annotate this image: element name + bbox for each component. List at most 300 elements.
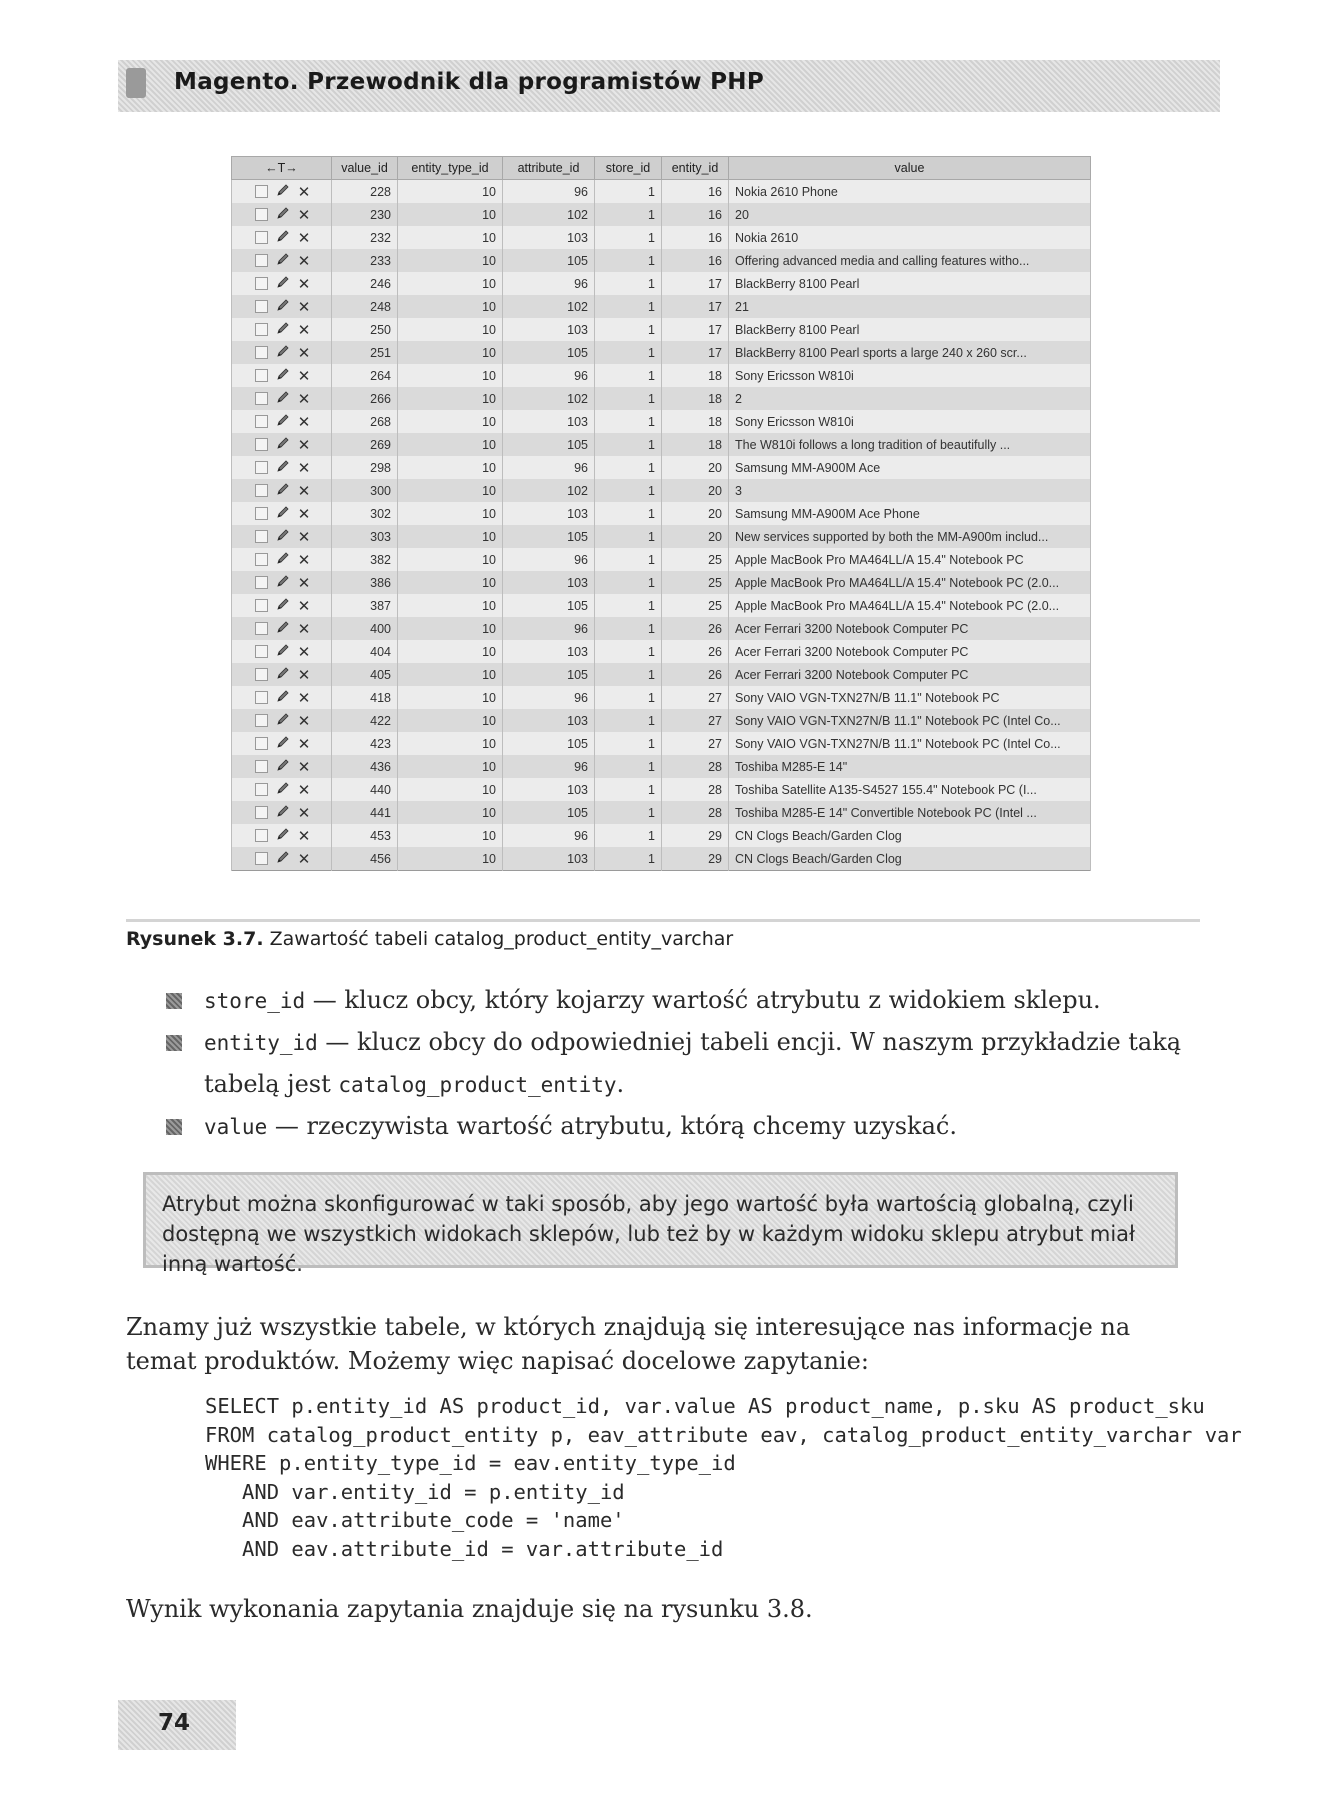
cell-value: Samsung MM-A900M Ace [729,456,1091,479]
cell-value: Apple MacBook Pro MA464LL/A 15.4" Notebook PC (2.0... [729,571,1091,594]
row-checkbox[interactable] [255,461,268,474]
cell-value-id: 233 [332,249,398,272]
table-row [232,364,1091,387]
delete-x-icon[interactable]: ✕ [297,320,311,339]
cell-store-id: 1 [595,341,662,364]
delete-x-icon[interactable]: ✕ [297,642,311,661]
cell-entity-id: 26 [662,663,729,686]
delete-x-icon[interactable]: ✕ [297,573,311,592]
cell-value: 3 [729,479,1091,502]
cell-value-id: 300 [332,479,398,502]
cell-value-id: 441 [332,801,398,824]
edit-pencil-icon[interactable] [276,689,290,706]
cell-entity-id: 16 [662,226,729,249]
table-row [232,410,1091,433]
cell-value: Acer Ferrari 3200 Notebook Computer PC [729,640,1091,663]
table-row [232,203,1091,226]
cell-value: Sony VAIO VGN-TXN27N/B 11.1" Notebook PC (Intel Co... [729,709,1091,732]
cell-attribute-id: 105 [503,732,595,755]
cell-entity-type-id: 10 [398,295,503,318]
cell-entity-id: 29 [662,847,729,871]
table-row [232,433,1091,456]
cell-value-id: 453 [332,824,398,847]
edit-pencil-icon[interactable] [276,436,290,453]
cell-attribute-id: 102 [503,295,595,318]
col-value[interactable]: value [729,157,1091,180]
cell-store-id: 1 [595,456,662,479]
delete-x-icon[interactable]: ✕ [297,274,311,293]
figure-caption [126,928,733,950]
catalog-varchar-table [231,156,1091,871]
edit-pencil-icon[interactable] [276,735,290,752]
row-checkbox[interactable] [255,484,268,497]
table-row [232,502,1091,525]
delete-x-icon[interactable]: ✕ [297,757,311,776]
cell-entity-id: 25 [662,571,729,594]
cell-store-id: 1 [595,617,662,640]
cell-entity-type-id: 10 [398,663,503,686]
delete-x-icon[interactable]: ✕ [297,803,311,822]
row-checkbox[interactable] [255,806,268,819]
row-checkbox[interactable] [255,737,268,750]
table-row [232,387,1091,410]
cell-store-id: 1 [595,778,662,801]
cell-entity-id: 27 [662,686,729,709]
bullet-square-icon [166,1119,182,1135]
row-controls [232,180,332,204]
col-entity-id[interactable]: entity_id [662,157,729,180]
sort-arrows-header[interactable]: ←T→ [232,157,332,180]
table-row [232,824,1091,847]
table-row [232,479,1091,502]
cell-value-id: 440 [332,778,398,801]
row-checkbox[interactable] [255,507,268,520]
cell-attribute-id: 96 [503,617,595,640]
cell-store-id: 1 [595,410,662,433]
cell-attribute-id: 103 [503,502,595,525]
table-row [232,755,1091,778]
row-controls [232,617,332,640]
cell-store-id: 1 [595,755,662,778]
row-checkbox[interactable] [255,438,268,451]
edit-pencil-icon[interactable] [276,804,290,821]
edit-pencil-icon[interactable] [276,344,290,361]
cell-entity-id: 20 [662,502,729,525]
delete-x-icon[interactable]: ✕ [297,711,311,730]
cell-value: New services supported by both the MM-A900m includ... [729,525,1091,548]
cell-entity-type-id: 10 [398,617,503,640]
row-controls [232,410,332,433]
edit-pencil-icon[interactable] [276,574,290,591]
edit-pencil-icon[interactable] [276,321,290,338]
cell-store-id: 1 [595,686,662,709]
row-checkbox[interactable] [255,829,268,842]
cell-entity-type-id: 10 [398,640,503,663]
cell-entity-type-id: 10 [398,272,503,295]
paragraph-intro: Znamy już wszystkie tabele, w których znajdują się interesujące nas informacje na temat produktów. Możemy więc napisać docelowe zapytanie: [126,1313,1131,1375]
row-checkbox[interactable] [255,783,268,796]
table-body [232,180,1091,871]
row-checkbox[interactable] [255,392,268,405]
delete-x-icon[interactable]: ✕ [297,550,311,569]
table-row [232,594,1091,617]
cell-store-id: 1 [595,548,662,571]
cell-value-id: 269 [332,433,398,456]
cell-entity-id: 17 [662,341,729,364]
row-checkbox[interactable] [255,323,268,336]
page-number-tab [118,1700,236,1750]
cell-value-id: 232 [332,226,398,249]
row-checkbox[interactable] [255,852,268,865]
cell-value: BlackBerry 8100 Pearl sports a large 240 x 260 scr... [729,341,1091,364]
row-checkbox[interactable] [255,599,268,612]
edit-pencil-icon[interactable] [276,620,290,637]
cell-attribute-id: 103 [503,778,595,801]
edit-pencil-icon[interactable] [276,827,290,844]
cell-entity-type-id: 10 [398,249,503,272]
delete-x-icon[interactable]: ✕ [297,366,311,385]
cell-entity-id: 17 [662,295,729,318]
row-controls [232,364,332,387]
cell-entity-id: 25 [662,594,729,617]
row-controls [232,341,332,364]
table-row [232,686,1091,709]
edit-pencil-icon[interactable] [276,850,290,867]
table-row [232,571,1091,594]
row-controls [232,387,332,410]
delete-x-icon[interactable]: ✕ [297,849,311,868]
caption-text: Zawartość tabeli catalog_product_entity_varchar [263,928,734,950]
row-checkbox[interactable] [255,277,268,290]
cell-attribute-id: 103 [503,226,595,249]
delete-x-icon[interactable]: ✕ [297,734,311,753]
bullet-square-icon [166,993,182,1009]
cell-entity-type-id: 10 [398,755,503,778]
caption-rule [126,919,1200,922]
edit-pencil-icon[interactable] [276,298,290,315]
row-controls [232,824,332,847]
cell-store-id: 1 [595,594,662,617]
cell-store-id: 1 [595,387,662,410]
cell-value-id: 405 [332,663,398,686]
delete-x-icon[interactable]: ✕ [297,435,311,454]
edit-pencil-icon[interactable] [276,643,290,660]
row-checkbox[interactable] [255,714,268,727]
list-item [166,1022,1226,1106]
delete-x-icon[interactable]: ✕ [297,504,311,523]
edit-pencil-icon[interactable] [276,505,290,522]
cell-value-id: 266 [332,387,398,410]
table-row [232,847,1091,871]
cell-value: 20 [729,203,1091,226]
cell-attribute-id: 96 [503,755,595,778]
cell-attribute-id: 102 [503,203,595,226]
edit-pencil-icon[interactable] [276,758,290,775]
edit-pencil-icon[interactable] [276,275,290,292]
cell-entity-id: 16 [662,249,729,272]
cell-store-id: 1 [595,847,662,871]
cell-entity-type-id: 10 [398,594,503,617]
edit-pencil-icon[interactable] [276,229,290,246]
edit-pencil-icon[interactable] [276,781,290,798]
table-row [232,226,1091,249]
cell-value: Toshiba Satellite A135-S4527 155.4" Notebook PC (I... [729,778,1091,801]
cell-entity-id: 27 [662,709,729,732]
row-checkbox[interactable] [255,668,268,681]
bullet-code: entity_id [204,1031,318,1055]
cell-value: CN Clogs Beach/Garden Clog [729,847,1091,871]
cell-store-id: 1 [595,433,662,456]
row-checkbox[interactable] [255,530,268,543]
row-controls [232,479,332,502]
table-row [232,617,1091,640]
cell-entity-type-id: 10 [398,824,503,847]
table-row [232,295,1091,318]
cell-value: Offering advanced media and calling features witho... [729,249,1091,272]
delete-x-icon[interactable]: ✕ [297,619,311,638]
edit-pencil-icon[interactable] [276,597,290,614]
cell-store-id: 1 [595,732,662,755]
cell-attribute-id: 105 [503,249,595,272]
page-number: 74 [158,1710,191,1736]
cell-entity-type-id: 10 [398,525,503,548]
row-controls [232,295,332,318]
cell-entity-id: 20 [662,525,729,548]
cell-store-id: 1 [595,203,662,226]
cell-entity-type-id: 10 [398,502,503,525]
edit-pencil-icon[interactable] [276,459,290,476]
cell-attribute-id: 105 [503,594,595,617]
cell-value: Nokia 2610 [729,226,1091,249]
cell-attribute-id: 102 [503,387,595,410]
cell-attribute-id: 96 [503,824,595,847]
cell-attribute-id: 103 [503,410,595,433]
edit-pencil-icon[interactable] [276,528,290,545]
edit-pencil-icon[interactable] [276,367,290,384]
row-checkbox[interactable] [255,300,268,313]
cell-store-id: 1 [595,640,662,663]
cell-value-id: 386 [332,571,398,594]
cell-entity-id: 18 [662,387,729,410]
delete-x-icon[interactable]: ✕ [297,826,311,845]
row-checkbox[interactable] [255,553,268,566]
cell-store-id: 1 [595,364,662,387]
row-checkbox[interactable] [255,576,268,589]
row-controls [232,203,332,226]
cell-attribute-id: 103 [503,571,595,594]
col-attribute-id[interactable]: attribute_id [503,157,595,180]
edit-pencil-icon[interactable] [276,551,290,568]
edit-pencil-icon[interactable] [276,206,290,223]
cell-value: Toshiba M285-E 14" [729,755,1091,778]
table-header-row [232,157,1091,180]
edit-pencil-icon[interactable] [276,666,290,683]
cell-value: The W810i follows a long tradition of beautifully ... [729,433,1091,456]
table-row [232,778,1091,801]
cell-attribute-id: 105 [503,341,595,364]
cell-value-id: 248 [332,295,398,318]
caption-label: Rysunek 3.7. [126,928,264,950]
row-controls [232,249,332,272]
cell-value-id: 303 [332,525,398,548]
delete-x-icon[interactable]: ✕ [297,481,311,500]
cell-store-id: 1 [595,824,662,847]
cell-entity-type-id: 10 [398,364,503,387]
row-checkbox[interactable] [255,369,268,382]
cell-store-id: 1 [595,571,662,594]
cell-value-id: 387 [332,594,398,617]
cell-entity-id: 25 [662,548,729,571]
table-row [232,801,1091,824]
col-value-id[interactable]: value_id [332,157,398,180]
row-checkbox[interactable] [255,208,268,221]
col-store-id[interactable]: store_id [595,157,662,180]
edit-pencil-icon[interactable] [276,712,290,729]
delete-x-icon[interactable]: ✕ [297,228,311,247]
bullet-code-2: catalog_product_entity [338,1073,617,1097]
table-row [232,249,1091,272]
row-controls [232,502,332,525]
cell-entity-type-id: 10 [398,456,503,479]
col-entity-type-id[interactable]: entity_type_id [398,157,503,180]
delete-x-icon[interactable]: ✕ [297,780,311,799]
cell-value: BlackBerry 8100 Pearl [729,272,1091,295]
cell-attribute-id: 96 [503,180,595,204]
cell-value-id: 250 [332,318,398,341]
bullet-text: — klucz obcy do odpowiedniej tabeli encji. W naszym przykładzie taką tabelą jest [204,1028,1182,1098]
row-controls [232,663,332,686]
row-controls [232,548,332,571]
delete-x-icon[interactable]: ✕ [297,182,311,201]
bullet-list [166,980,1226,1148]
table-row [232,663,1091,686]
cell-entity-type-id: 10 [398,433,503,456]
delete-x-icon[interactable]: ✕ [297,596,311,615]
row-checkbox[interactable] [255,346,268,359]
edit-pencil-icon[interactable] [276,482,290,499]
table-row [232,640,1091,663]
delete-x-icon[interactable]: ✕ [297,527,311,546]
cell-entity-id: 16 [662,180,729,204]
list-item [166,980,1226,1022]
row-controls [232,433,332,456]
table-row [232,456,1091,479]
cell-store-id: 1 [595,295,662,318]
cell-value-id: 422 [332,709,398,732]
table-row [232,525,1091,548]
cell-entity-id: 28 [662,778,729,801]
row-checkbox[interactable] [255,231,268,244]
table-row [232,709,1091,732]
row-controls [232,226,332,249]
bullet-code: value [204,1115,268,1139]
cell-entity-type-id: 10 [398,180,503,204]
row-controls [232,640,332,663]
cell-attribute-id: 105 [503,801,595,824]
edit-pencil-icon[interactable] [276,183,290,200]
row-controls [232,847,332,871]
cell-value-id: 423 [332,732,398,755]
cell-attribute-id: 103 [503,709,595,732]
cell-store-id: 1 [595,525,662,548]
row-controls [232,709,332,732]
cell-value-id: 298 [332,456,398,479]
cell-attribute-id: 103 [503,318,595,341]
edit-pencil-icon[interactable] [276,252,290,269]
book-title: Magento. Przewodnik dla programistów PHP [174,69,765,95]
cell-value-id: 400 [332,617,398,640]
cell-value-id: 302 [332,502,398,525]
edit-pencil-icon[interactable] [276,390,290,407]
delete-x-icon[interactable]: ✕ [297,389,311,408]
cell-value-id: 436 [332,755,398,778]
table-row [232,272,1091,295]
cell-store-id: 1 [595,709,662,732]
row-controls [232,686,332,709]
row-checkbox[interactable] [255,415,268,428]
table-row [232,180,1091,204]
delete-x-icon[interactable]: ✕ [297,458,311,477]
cell-store-id: 1 [595,180,662,204]
row-checkbox[interactable] [255,254,268,267]
cell-value-id: 246 [332,272,398,295]
row-checkbox[interactable] [255,645,268,658]
cell-attribute-id: 105 [503,433,595,456]
cell-entity-id: 29 [662,824,729,847]
row-checkbox[interactable] [255,622,268,635]
row-controls [232,456,332,479]
cell-attribute-id: 103 [503,640,595,663]
cell-entity-id: 20 [662,479,729,502]
cell-attribute-id: 102 [503,479,595,502]
cell-value-id: 382 [332,548,398,571]
cell-store-id: 1 [595,663,662,686]
paragraph-result: Wynik wykonania zapytania znajduje się na rysunku 3.8. [126,1595,813,1623]
cell-value: Sony Ericsson W810i [729,364,1091,387]
cell-value-id: 230 [332,203,398,226]
delete-x-icon[interactable]: ✕ [297,297,311,316]
cell-entity-id: 27 [662,732,729,755]
delete-x-icon[interactable]: ✕ [297,412,311,431]
table-row [232,548,1091,571]
delete-x-icon[interactable]: ✕ [297,343,311,362]
edit-pencil-icon[interactable] [276,413,290,430]
row-checkbox[interactable] [255,760,268,773]
cell-entity-type-id: 10 [398,341,503,364]
delete-x-icon[interactable]: ✕ [297,205,311,224]
cell-entity-id: 28 [662,801,729,824]
delete-x-icon[interactable]: ✕ [297,688,311,707]
cell-entity-type-id: 10 [398,318,503,341]
cell-entity-type-id: 10 [398,548,503,571]
cell-entity-id: 18 [662,433,729,456]
cell-entity-type-id: 10 [398,410,503,433]
cell-attribute-id: 96 [503,686,595,709]
row-checkbox[interactable] [255,691,268,704]
cell-value: 2 [729,387,1091,410]
row-controls [232,272,332,295]
delete-x-icon[interactable]: ✕ [297,251,311,270]
cell-entity-type-id: 10 [398,778,503,801]
row-controls [232,755,332,778]
cell-entity-type-id: 10 [398,203,503,226]
cell-store-id: 1 [595,479,662,502]
running-header [118,60,1220,112]
cell-value-id: 268 [332,410,398,433]
row-checkbox[interactable] [255,185,268,198]
delete-x-icon[interactable]: ✕ [297,665,311,684]
cell-value: 21 [729,295,1091,318]
